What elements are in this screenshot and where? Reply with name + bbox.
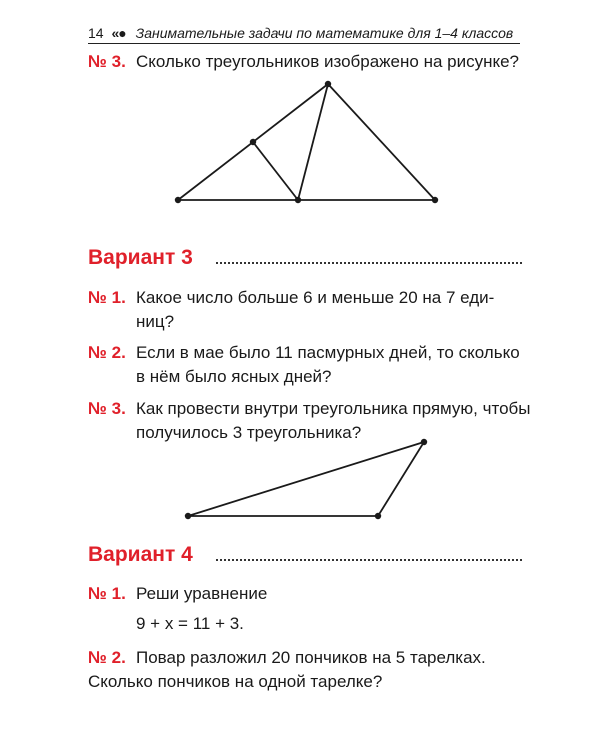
task-text-line: Сколько пончиков на одной тарелке? — [88, 672, 383, 691]
variant-4-task-2 — [88, 646, 486, 694]
task-number: № 2. — [88, 343, 126, 362]
task-text-line: Как провести внутри треугольника прямую, чтобы — [136, 399, 531, 418]
figure-vertex — [185, 513, 191, 519]
task-number: № 1. — [88, 584, 126, 603]
figure-vertex — [421, 439, 427, 445]
task-number: № 3. — [88, 399, 126, 418]
page-number: 14 — [88, 25, 104, 41]
task-number: № 1. — [88, 288, 126, 307]
variant-4-heading — [88, 541, 528, 571]
task-number: № 2. — [88, 648, 126, 667]
task-text-line: Повар разложил 20 пончиков на 5 тарелках. — [136, 648, 486, 667]
equation: 9 + x = 11 + 3. — [136, 614, 244, 633]
variant-title: Вариант 4 — [88, 543, 193, 566]
task-number: № 3. — [88, 52, 126, 71]
task-text-line: получилось 3 треугольника? — [136, 423, 362, 442]
task-text-line: ниц? — [136, 312, 175, 331]
book-title: Занимательные задачи по математике для 1–4 классов — [135, 25, 514, 41]
task-text-line: Какое число больше 6 и меньше 20 на 7 еди- — [136, 288, 495, 307]
task-text-line: Если в мае было 11 пасмурных дней, то сколько — [136, 343, 520, 362]
task-text-line: Реши уравнение — [136, 584, 268, 603]
variant-title: Вариант 3 — [88, 246, 193, 269]
task-text-line: в нём было ясных дней? — [136, 367, 332, 386]
task-text: Сколько треугольников изображено на рисунке? — [136, 52, 520, 71]
dotted-leader — [216, 559, 522, 561]
figure-vertex — [375, 513, 381, 519]
figure-edge — [188, 442, 424, 516]
variant-4-task-1 — [88, 582, 267, 636]
header-ornament-icon: «● — [111, 25, 126, 41]
